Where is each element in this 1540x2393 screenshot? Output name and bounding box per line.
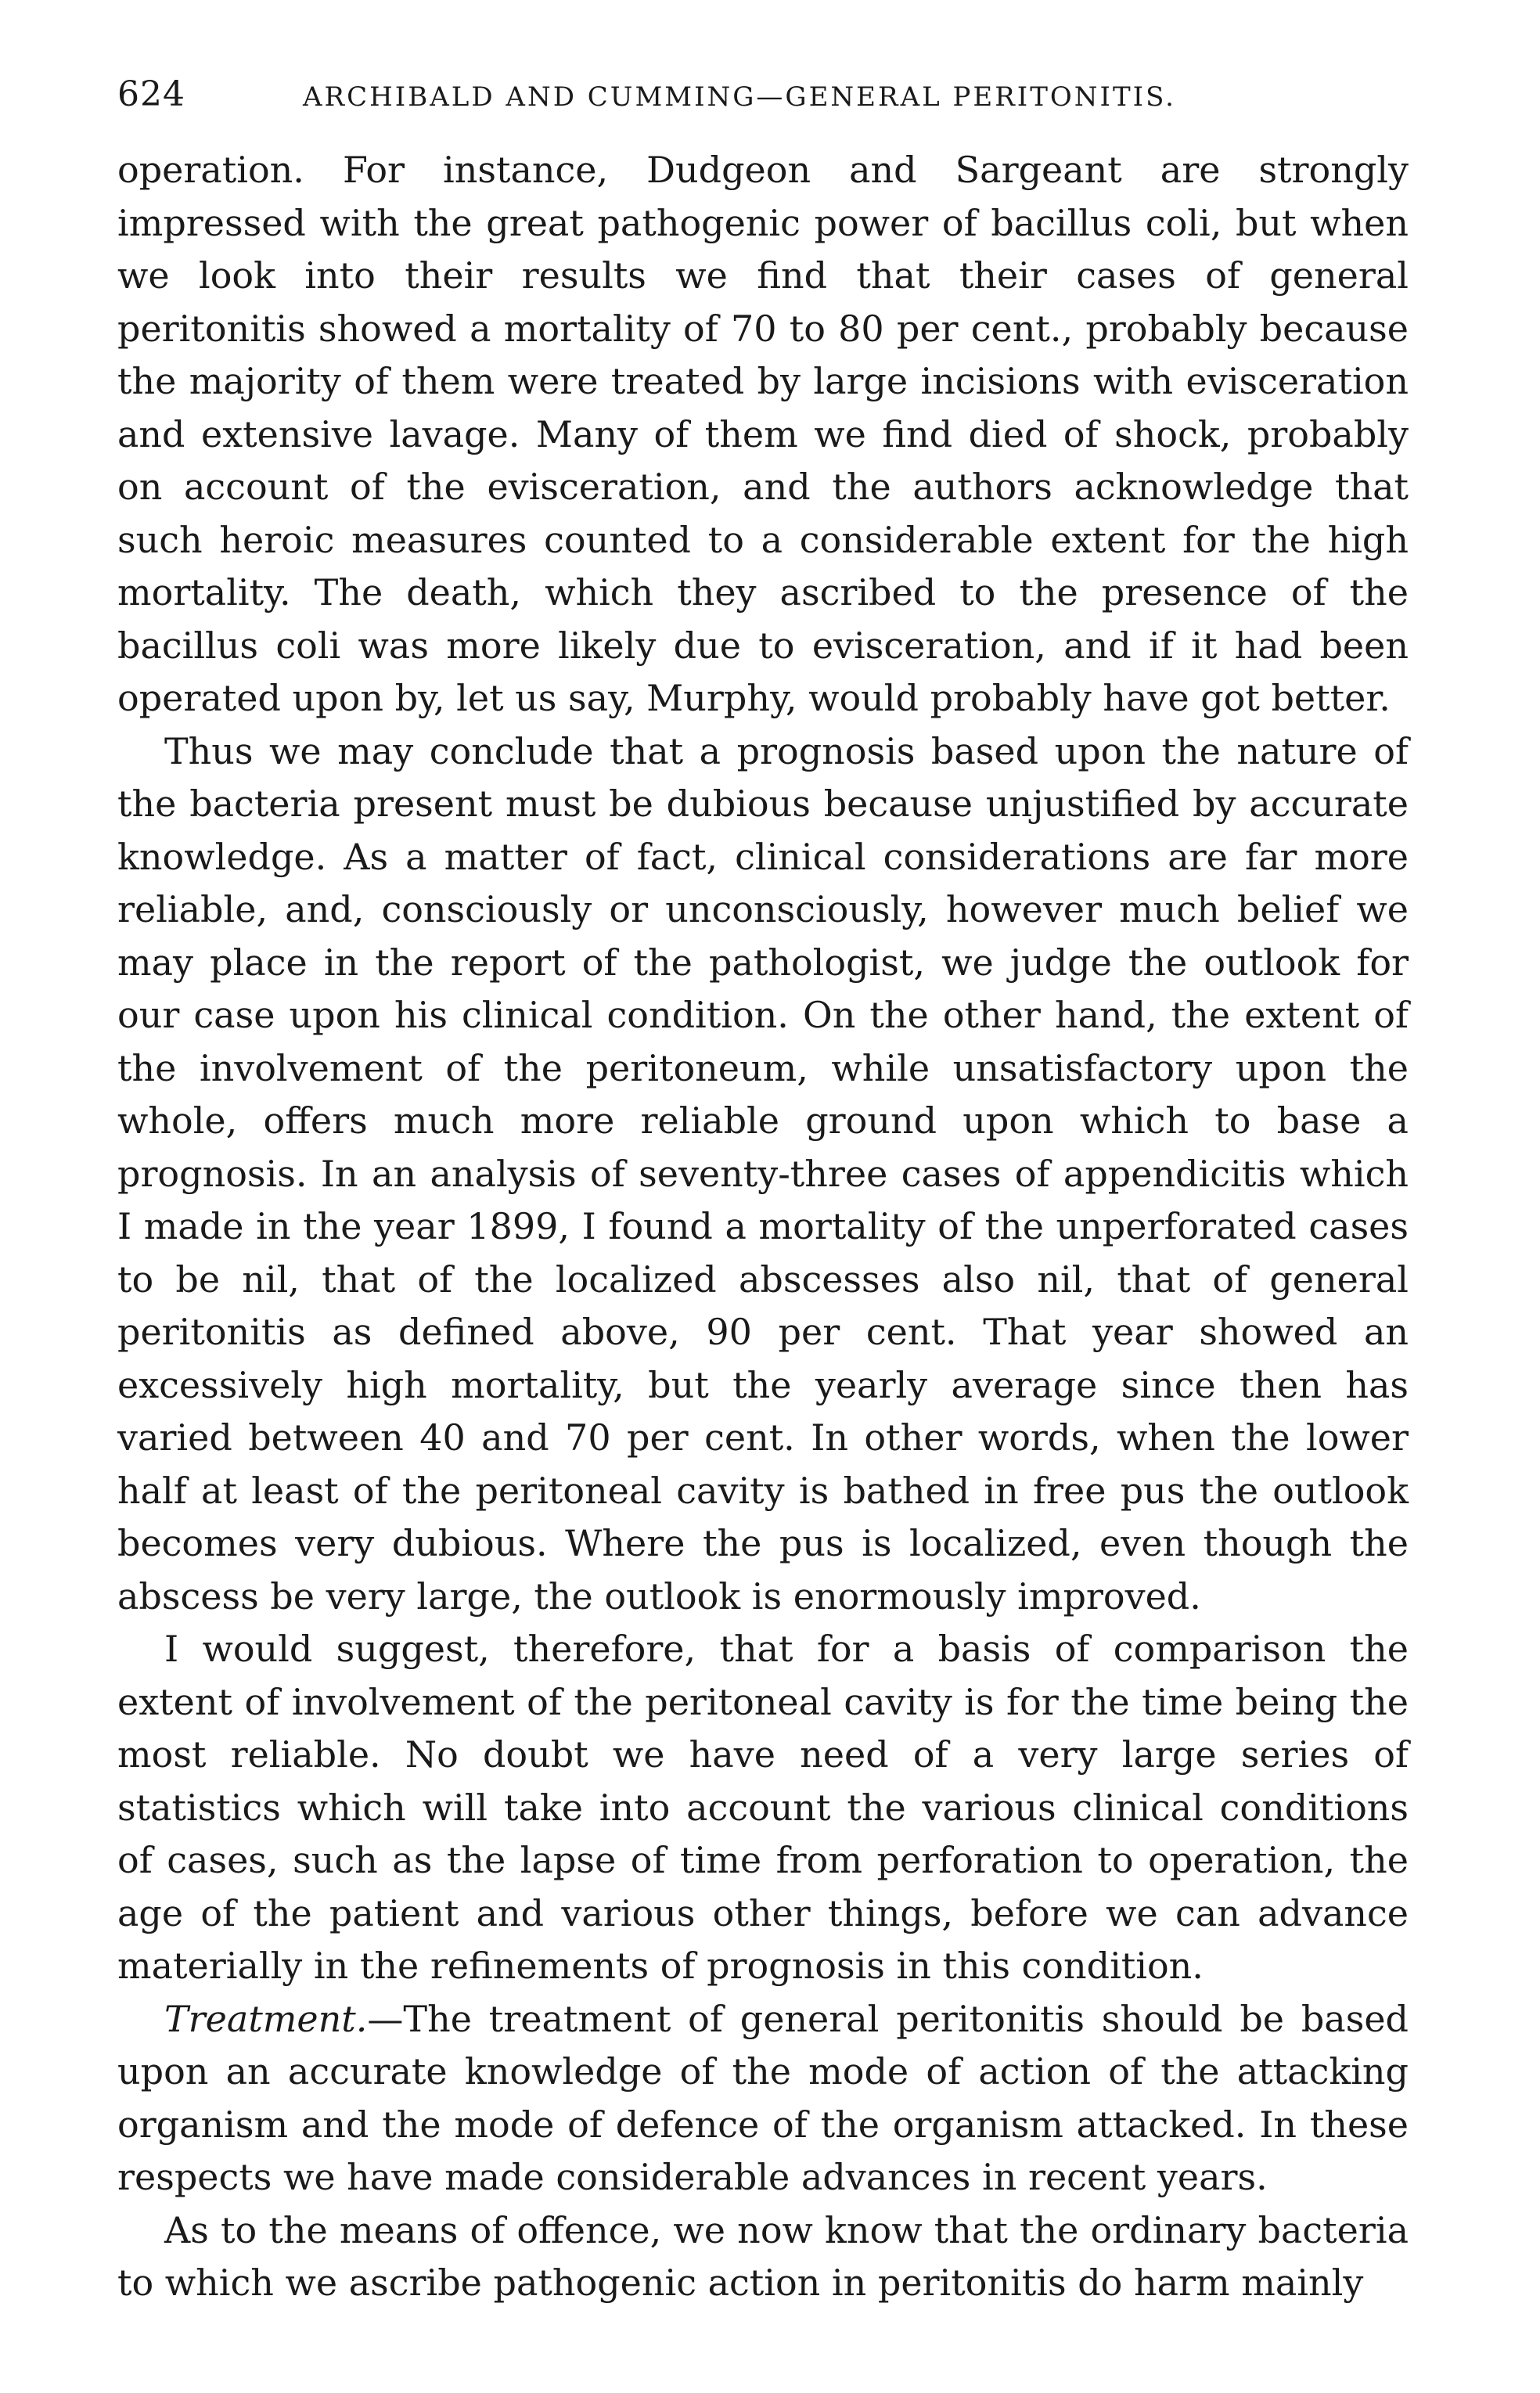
- paragraph-2: Thus we may conclude that a prognosis based upon the nature of the bacteria present must be dubious because unjustified by accurate knowledge. As a matter of fact, clinical considerations are far more reliable, and, consciously or unconsciously, however much belief we may place in the report of the pathologist, we judge the outlook for our case upon his clinical condition. On the other hand, the extent of the involvement of the peritoneum, while unsatisfactory upon the whole, offers much more reliable ground upon which to base a prognosis. In an analysis of seventy-three cases of appendicitis which I made in the year 1899, I found a mortality of the unperforated cases to be nil, that of the localized abscesses also nil, that of general peritonitis as defined above, 90 per cent. That year showed an excessively high mortality, but the yearly average since then has varied between 40 and 70 per cent. In other words, when the lower half at least of the peritoneal cavity is bathed in free pus the outlook becomes very dubious. Where the pus is localized, even though the abscess be very large, the outlook is enormously improved.: [117, 729, 1409, 1618]
- paragraph-3: I would suggest, therefore, that for a basis of comparison the extent of involvement of the peritoneal cavity is for the time being the most reliable. No doubt we have need of a very large series of statistics which will take into account the various clinical conditions of cases, such as the lapse of time from perforation to operation, the age of the patient and various other things, before we can advance materially in the refinements of prognosis in this condition.: [117, 1628, 1409, 1987]
- running-head: [117, 74, 1409, 114]
- paragraph-1: operation. For instance, Dudgeon and Sargeant are strongly impressed with the great pathogenic power of bacillus coli, but when we look into their results we find that their cases of general peritonitis showed a mortality of 70 to 80 per cent., probably because the majority of them were treated by large incisions with evisceration and extensive lavage. Many of them we find died of shock, probably on account of the evisceration, and the authors acknowledge that such heroic measures counted to a considerable extent for the high mortality. The death, which they ascribed to the presence of the bacillus coli was more likely due to evisceration, and if it had been operated upon by, let us say, Murphy, would probably have got better.: [117, 149, 1409, 719]
- running-title: ARCHIBALD AND CUMMING—GENERAL PERITONITIS.: [302, 81, 1176, 113]
- section-label-treatment: Treatment.: [164, 1997, 368, 2040]
- paragraph-4-text: —The treatment of general peritonitis should be based upon an accurate knowledge of the mode of action of the attacking organism and the mode of defence of the organism attacked. In these respects we have made considerable advances in recent years.: [117, 1997, 1409, 2198]
- paragraph-5: As to the means of offence, we now know that the ordinary bacteria to which we ascribe pathogenic action in peritonitis do harm mainly: [117, 2208, 1409, 2304]
- paragraph-4: [117, 1993, 1409, 2204]
- book-page: [117, 74, 1409, 2310]
- body-text: [117, 144, 1409, 2310]
- page-number: 624: [117, 74, 185, 114]
